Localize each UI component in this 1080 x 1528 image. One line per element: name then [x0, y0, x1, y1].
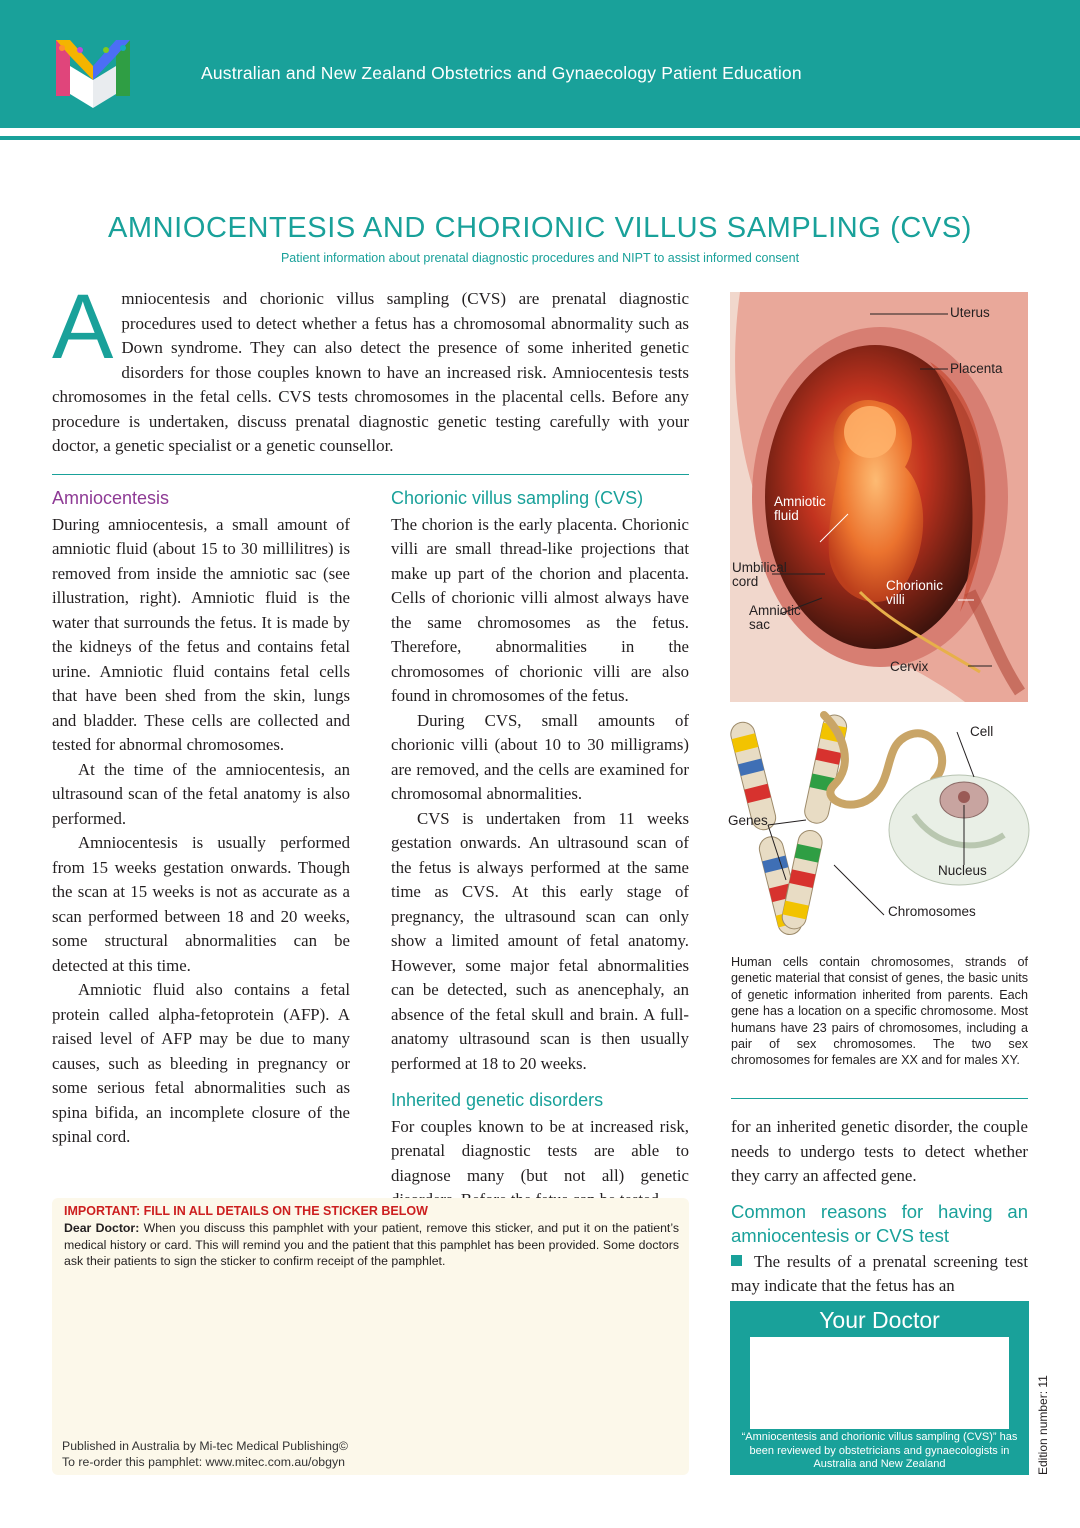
inherited-paragraph-1: For couples known to be at increased risk, prenatal diagnostic tests are able to diagnose many (but not all) genetic	[391, 1116, 689, 1185]
amnio-paragraph-2: At the time of the amniocentesis, an ultrasound scan of the fetal anatomy is also performed.	[52, 759, 350, 828]
inherited-continued: for an inherited genetic disorder, the couple needs to undergo tests to detect whether they carry an affected gene.	[731, 1117, 1028, 1185]
doctor-sticker	[52, 1198, 689, 1475]
intro-text: mniocentesis and chorionic villus sampling (CVS) are prenatal diagnostic procedures used to detect whether a fetus has a chromosomal abnormality such as Down syndrome. They can also detect the presence of some inherited genetic disorders for those couples known to have an increased risk. Amniocentesis tests chromosomes in the fetal cells. CVS tests chromosomes in the placental cells. Before any procedure is undertaken, discuss prenatal diagnostic genetic testing carefully with your doctor, a genetic specialist or a genetic counsellor.	[52, 289, 689, 455]
column-cvs	[391, 486, 689, 1213]
cvs-paragraph-3: CVS is undertaken from 11 weeks gestation onwards. An ultrasound scan of the fetus is always performed at the same time as CVS. At this early stage of pregnancy, the ultrasound scan can only show a limited amount of fetal anatomy. However, some major fetal abnormalities can be detected, such as anencephaly, an absence of the fetal skull and brain. A full-anatomy ultrasound scan is then usually performed at 18 to 20 weeks.	[391, 808, 689, 1073]
label-umbilical-cord: Umbilical cord	[732, 560, 787, 589]
heading-inherited: Inherited genetic disorders	[391, 1090, 604, 1110]
heading-common-reasons: Common reasons for having an amniocentesis or CVS test	[731, 1200, 1028, 1246]
amnio-paragraph-3: Amniocentesis is usually performed from 15 weeks gestation onwards. Though the scan at 15 weeks is not as accurate as a scan performed between 18 and 20 weeks, some structural abnormalities can be detected at this time.	[52, 833, 350, 975]
logo-icon	[50, 36, 136, 108]
amnio-paragraph-1: During amniocentesis, a small amount of amniotic fluid (about 15 to 30 millilitres) is removed from inside the amniotic sac (see illustration, right). Amniotic fluid is the water that surrounds the fetus. It is made by the kidneys of the fetus and contains fetal urine. Amniotic fluid contains fetal cells that have been shed from the skin, lungs and bladder. These cells are collected and tested for abnormal chromosomes.	[52, 514, 350, 754]
label-genes: Genes	[728, 813, 768, 828]
cvs-paragraph-2: During CVS, small amounts of chorionic villi (about 10 to 30 milligrams) are removed, and the cells are examined for chromosomal abnormalities.	[391, 710, 689, 803]
amnio-paragraph-4: Amniotic fluid also contains a fetal protein called alpha-fetoprotein (AFP). A raised level of AFP may be due to many causes, such as bleeding in pregnancy or some serious fetal abnormalities such as spina bifida, an incomplete closure of the spinal cord.	[52, 980, 350, 1146]
heading-amniocentesis: Amniocentesis	[52, 488, 170, 508]
column-amniocentesis	[52, 486, 350, 1150]
your-doctor-title: Your Doctor	[819, 1307, 940, 1333]
label-chromosomes: Chromosomes	[888, 904, 976, 919]
sticker-heading: IMPORTANT: FILL IN ALL DETAILS ON THE STICKER BELOW	[64, 1204, 428, 1218]
edition-number: Edition number: 11	[1036, 1375, 1050, 1475]
section-divider	[52, 474, 689, 475]
bullet-square-icon	[731, 1255, 742, 1266]
doctor-details-field[interactable]	[750, 1337, 1009, 1429]
column-continued	[731, 1115, 1028, 1299]
label-chorionic-villi: Chorionic villi	[886, 578, 944, 607]
review-note: “Amniocentesis and chorionic villus sampling (CVS)” has been reviewed by obstetricians and gynaecologists in Australia and New Zealand	[741, 1431, 1018, 1470]
page-title: AMNIOCENTESIS AND CHORIONIC VILLUS SAMPLING (CVS)	[107, 212, 973, 244]
label-nucleus: Nucleus	[938, 863, 987, 878]
header-stripe	[0, 136, 1080, 140]
reorder-line: To re-order this pamphlet: www.mitec.com.au/obgyn	[62, 1454, 345, 1469]
chromosome-image	[724, 705, 1030, 945]
common-reasons-bullet-1: The results of a prenatal screening test may indicate that the fetus has an	[731, 1251, 1028, 1295]
dropcap: A	[52, 276, 114, 378]
publisher-info	[62, 1439, 348, 1470]
cvs-paragraph-1: The chorion is the early placenta. Chorionic villi are small thread-like projections that make up part of the chorion and placenta. Cells of chorionic villi almost always have the same chromosomes as the fetus. Therefore, abnormalities in the chromosomes of chorionic villi are also found in chromosomes of the fetus.	[391, 514, 689, 705]
label-uterus: Uterus	[950, 305, 990, 320]
heading-cvs: Chorionic villus sampling (CVS)	[391, 488, 644, 508]
label-placenta: Placenta	[950, 361, 1003, 376]
sticker-body: Dear Doctor: When you discuss this pamphlet with your patient, remove this sticker, and put it on the patient’s medical history or card. This will remind you and the patient that this pamphlet has been provided. Some doctors ask their patients to sign the sticker to confirm receipt of the pamphlet.	[64, 1221, 679, 1268]
label-cervix: Cervix	[890, 659, 929, 674]
intro-paragraph	[52, 276, 689, 459]
uterus-illustration	[730, 292, 1028, 702]
chromosome-caption: Human cells contain chromosomes, strands of genetic material that consist of genes, the basic units of genetic information inherited from parents. Each gene has a location on a specific chromosome. Most humans have 23 pairs of chromosomes, including a pair of sex chromosomes. The two sex chromosomes for females are XX and for males XY.	[731, 955, 1028, 1068]
header-banner	[0, 0, 1080, 128]
published-line: Published in Australia by Mi-tec Medical Publishing©	[62, 1439, 348, 1453]
label-amniotic-fluid: Amniotic fluid	[774, 494, 826, 523]
your-doctor-box	[730, 1301, 1029, 1475]
header-title: Australian and New Zealand Obstetrics and Gynaecology Patient Education	[201, 63, 802, 83]
caption-divider	[731, 1098, 1028, 1099]
chromosome-illustration	[724, 705, 1030, 945]
page-subtitle: Patient information about prenatal diagnostic procedures and NIPT to assist informed consent	[280, 251, 800, 265]
label-amniotic-sac: Amniotic sac	[749, 603, 801, 632]
label-cell: Cell	[970, 724, 994, 739]
